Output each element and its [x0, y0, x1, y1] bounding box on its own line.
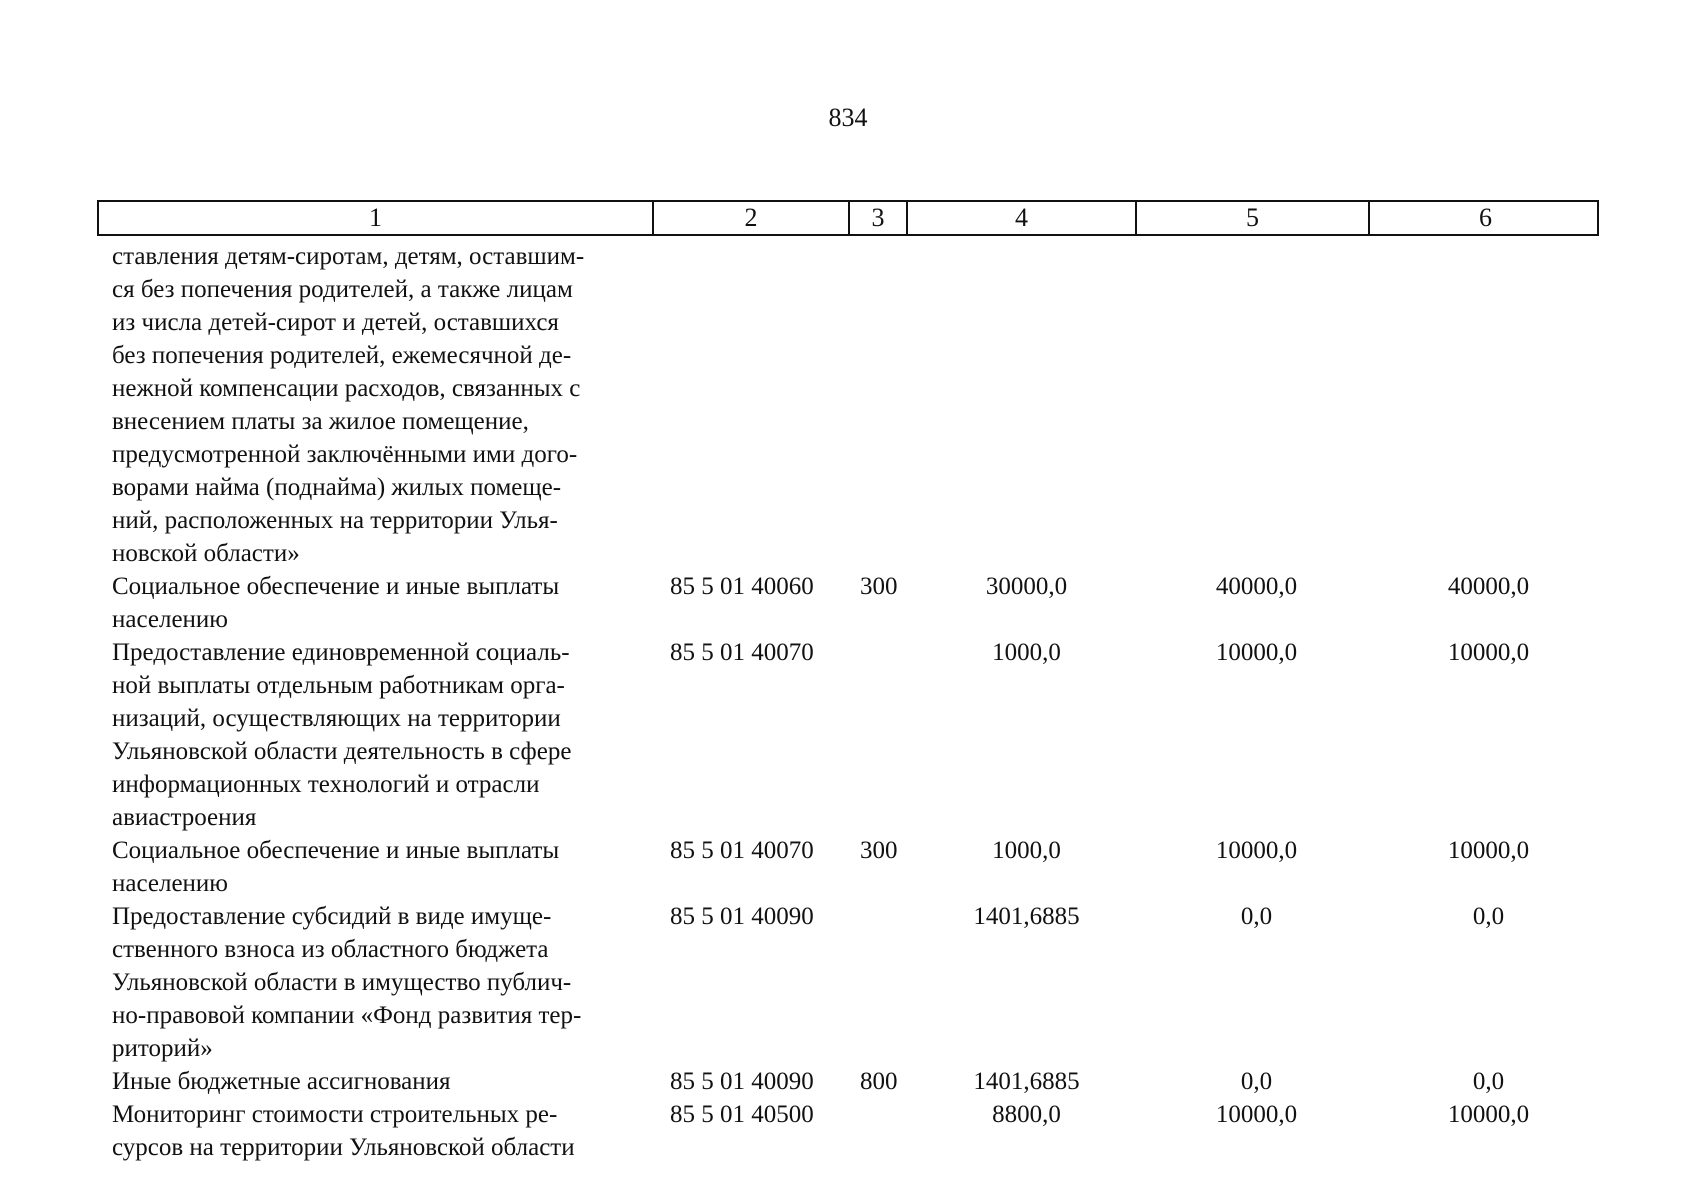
table-header — [97, 200, 1599, 236]
column-header-6: 6 — [1479, 203, 1492, 232]
row-value-4: 1401,6885 — [973, 1068, 1080, 1095]
row-code: 85 5 01 40500 — [670, 1101, 814, 1128]
row-value-4: 30000,0 — [985, 573, 1068, 600]
row-value-6: 10000,0 — [1447, 639, 1530, 666]
row-value-4: 1000,0 — [992, 837, 1061, 864]
column-header-2: 2 — [654, 202, 850, 234]
row-description: Мониторинг стоимости строительных ре- сурсов на территории Ульяновской области — [112, 1101, 575, 1161]
row-value-5: 0,0 — [1240, 1068, 1273, 1095]
row-code: 85 5 01 40060 — [670, 573, 814, 600]
page-number: 834 — [828, 103, 868, 132]
row-value-6: 40000,0 — [1447, 573, 1530, 600]
row-value-6: 0,0 — [1472, 1068, 1505, 1095]
row-type: 800 — [860, 1068, 898, 1095]
row-code: 85 5 01 40070 — [670, 837, 814, 864]
row-value-6: 0,0 — [1472, 903, 1505, 930]
row-code: 85 5 01 40070 — [670, 639, 814, 666]
column-header-1: 1 — [99, 202, 654, 234]
row-value-5: 40000,0 — [1215, 573, 1298, 600]
column-header-3: 3 — [850, 202, 908, 234]
row-type: 300 — [860, 573, 898, 600]
row-value-6: 10000,0 — [1447, 837, 1530, 864]
row-description: Социальное обеспечение и иные выплаты населению — [112, 573, 560, 633]
row-type: 300 — [860, 837, 898, 864]
row-value-5: 10000,0 — [1215, 837, 1298, 864]
row-description: Предоставление субсидий в виде имуще- ственного взноса из областного бюджета Ульяновской области в имущество публич- но-правовой компании «Фонд развития тер- риторий» — [112, 903, 582, 1062]
row-value-5: 10000,0 — [1215, 1101, 1298, 1128]
row-code: 85 5 01 40090 — [670, 1068, 814, 1095]
row-description: Предоставление единовременной социаль- ной выплаты отдельным работникам орга- низаций, осуществляющих на территории Ульяновской области деятельность в сфере информационных технологий и отрасли авиастроения — [112, 639, 572, 831]
row-value-5: 0,0 — [1240, 903, 1273, 930]
row-value-4: 1000,0 — [992, 639, 1061, 666]
row-value-5: 10000,0 — [1215, 639, 1298, 666]
row-code: 85 5 01 40090 — [670, 903, 814, 930]
row-description: Иные бюджетные ассигнования — [112, 1068, 451, 1095]
row-description: Социальное обеспечение и иные выплаты населению — [112, 837, 560, 897]
column-header-5: 5 — [1137, 202, 1370, 234]
row-description: ставления детям-сиротам, детям, оставшим- ся без попечения родителей, а также лицам из числа детей-сирот и детей, оставшихся без попечения родителей, ежемесячной де- нежной компенсации расходов, связанных с внесением платы за жилое помещение, предусмотренной заключёнными ими дого- ворами найма (поднайма) жилых помеще- ний, расположенных на территории Улья- новской области» — [112, 243, 585, 567]
column-header-4: 4 — [908, 202, 1137, 234]
row-value-4: 8800,0 — [992, 1101, 1061, 1128]
row-value-6: 10000,0 — [1447, 1101, 1530, 1128]
row-value-4: 1401,6885 — [973, 903, 1080, 930]
